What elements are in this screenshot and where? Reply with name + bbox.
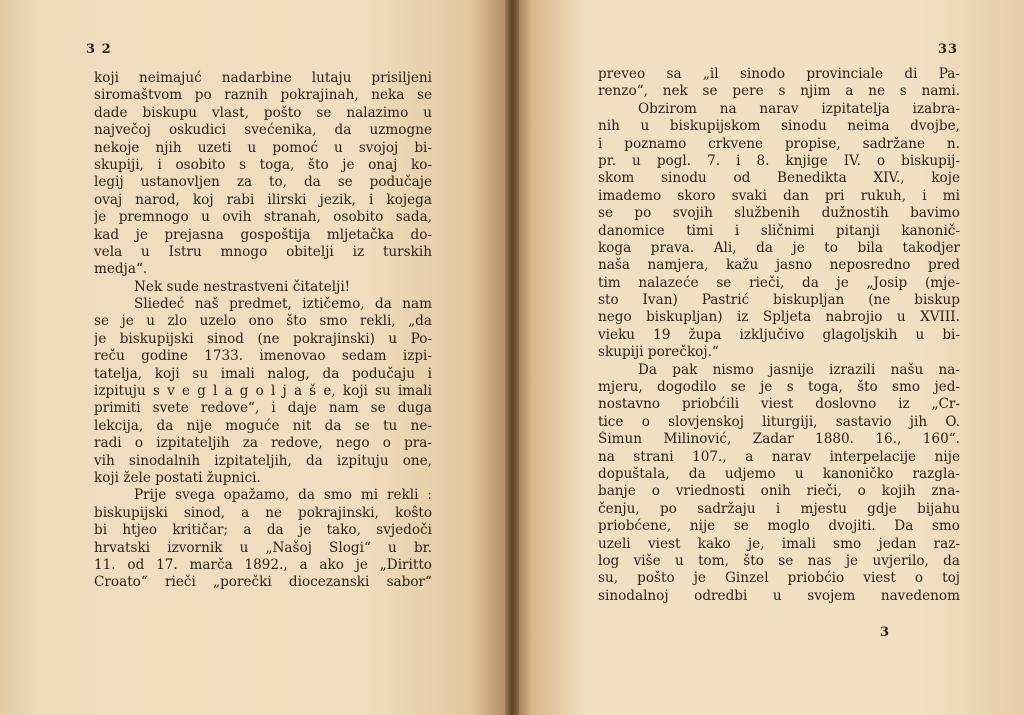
text-line: danomice timi i sličnimi pitanji kanonič- — [598, 222, 960, 239]
left-page-text — [94, 70, 432, 592]
text-line: mjeru, dogodilo se je s toga, što smo jed- — [598, 379, 960, 396]
text-line: reču godine 1733. imenovao sedam izpi- — [94, 348, 432, 365]
text-line: radi o izpitateljih za redove, nego o pra- — [94, 435, 432, 452]
text-line: dade biskupu vlast, pošto se nalazimo u — [94, 104, 432, 121]
text-line: je biskupijski sinod (ne pokrajinski) u Po- — [94, 330, 432, 347]
text-line: izpituju s v e g l a g o l j a š e, koji su imali — [94, 383, 432, 400]
text-line: koji neimajuć nadarbine lutaju prisiljeni — [94, 70, 432, 86]
text-line: koga prava. Ali, da je to bila takodjer — [598, 239, 960, 256]
text-line: vieku 19 župa izključivo glagoljskih u bi- — [598, 326, 960, 343]
text-line: čenju, po sadržaju i mjestu gdje bijahu — [598, 500, 960, 517]
text-line: biskupijski sinod, a ne pokrajinski, koŝto — [94, 504, 432, 521]
text-line: Obzirom na narav izpitatelja izabra- — [638, 100, 960, 117]
text-line: tatelja, koji su imali nalog, da podučaju i — [94, 365, 432, 382]
signature-mark: 3 — [880, 625, 890, 640]
text-line: Da pak nismo jasnije izrazili našu na- — [638, 361, 960, 378]
text-line: sinodalnoj odredbi u svojem navedenom — [598, 587, 960, 604]
text-line: vela u Istru mnogo obitelji iz turskih — [94, 243, 432, 260]
text-line: i poznamo crkvene propise, sadržane n. — [598, 135, 960, 152]
text-line: renzo“, nek se pere s njim a ne s nami. — [598, 83, 960, 100]
text-line: kad je prejasna gospoštija mljetačka do- — [94, 226, 432, 243]
text-line: nih u biskupijskom sinodu neima dvojbe, — [598, 118, 960, 135]
text-line: pr. u pogl. 7. i 8. knjige IV. o biskupij- — [598, 152, 960, 169]
text-line: banje o vriednosti onih rieči, o kojih zna- — [598, 483, 960, 500]
text-line: siromaštvom po raznih pokrajinah, neka se — [94, 87, 432, 104]
text-line: medja“. — [94, 261, 148, 278]
text-line: na strani 107., a narav interpelacije nije — [598, 448, 960, 465]
left-page-number: 3 2 — [86, 42, 112, 57]
text-line: primiti svete redove“, i daje nam se duga — [94, 400, 432, 417]
text-line: naša namjera, kažu jasno neposredno pred — [598, 257, 960, 274]
text-line: ovaj narod, koj rabi ilirski jezik, i kojega — [94, 191, 432, 208]
text-line: se po svojih službenih dužnostih bavimo — [598, 205, 960, 222]
text-line: dopuštala, da udjemo u kanoničko razgla- — [598, 465, 960, 482]
text-line: su, pošto je Ginzel priobćio viest o toj — [598, 570, 960, 587]
text-line: legij ustanovljen za to, da se podučaje — [94, 174, 432, 191]
text-line: tim nalazeće se rieči, da je „Josip (mje- — [598, 274, 960, 291]
text-line: vih sinodalnih izpitateljih, da izpituju one, — [94, 452, 432, 469]
text-line: Šimun Milinović, Zadar 1880. 16., 160“. — [598, 431, 960, 448]
text-line: Croato“ rieči „porečki diocezanski sabor“ — [94, 574, 432, 591]
text-line: sto Ivan) Pastrić biskupljan (ne biskup — [598, 292, 960, 309]
text-line: je premnogo u ovih stranah, osobito sada, — [94, 209, 432, 226]
text-line: skom sinodu od Benedikta XIV., koje — [598, 170, 960, 187]
text-line: koji žele postati župnici. — [94, 469, 261, 486]
text-line: preveo sa „il sinodo provinciale di Pa- — [598, 66, 960, 82]
right-page — [512, 0, 1024, 715]
text-line: največoj oskudici svećenika, da uzmogne — [94, 122, 432, 139]
text-line: nekoje njih uzeti u pomoć u svojoj bi- — [94, 139, 432, 156]
text-line: Sliedeć naš predmet, iztičemo, da nam — [134, 296, 432, 313]
text-line: skupiji, i osobito s toga, što je onaj ko- — [94, 156, 432, 173]
right-page-number: 33 — [938, 42, 959, 57]
right-page-text — [598, 66, 960, 605]
book-gutter — [505, 0, 519, 715]
text-line: uzeli viest kako je, imali smo jedan raz- — [598, 535, 960, 552]
text-line: se je u zlo uzelo ono što smo rekli, „da — [94, 313, 432, 330]
text-line: imademo skoro svaki dan pri rukuh, i mi — [598, 187, 960, 204]
text-line: log više u tom, što se nas je uvjerilo, da — [598, 552, 960, 569]
text-line: bi htjeo kritičar; a da je tako, svjedoči — [94, 522, 432, 539]
text-line: priobćene, nije se moglo dvojiti. Da smo — [598, 518, 960, 535]
text-line: Nek sude nestrastveni čitatelji! — [134, 278, 351, 295]
text-line: tice o slovjenskoj liturgiji, sastavio jih O. — [598, 413, 960, 430]
text-line: nego biskupljan) iz Spljeta nabrojio u XVIII. — [598, 309, 960, 326]
text-line: hrvatski izvornik u „Našoj Slogi“ u br. — [94, 539, 432, 556]
text-line: skupiji porečkoj.“ — [598, 344, 719, 361]
text-line: lekcija, da nije moguće nit da se tu ne- — [94, 417, 432, 434]
text-line: 11. od 17. marča 1892., a ako je „Diritto — [94, 556, 432, 573]
text-line: nostavno priobćili viest doslovno iz „Cr- — [598, 396, 960, 413]
text-line: Prije svega opažamo, da smo mi rekli : — [134, 487, 432, 504]
